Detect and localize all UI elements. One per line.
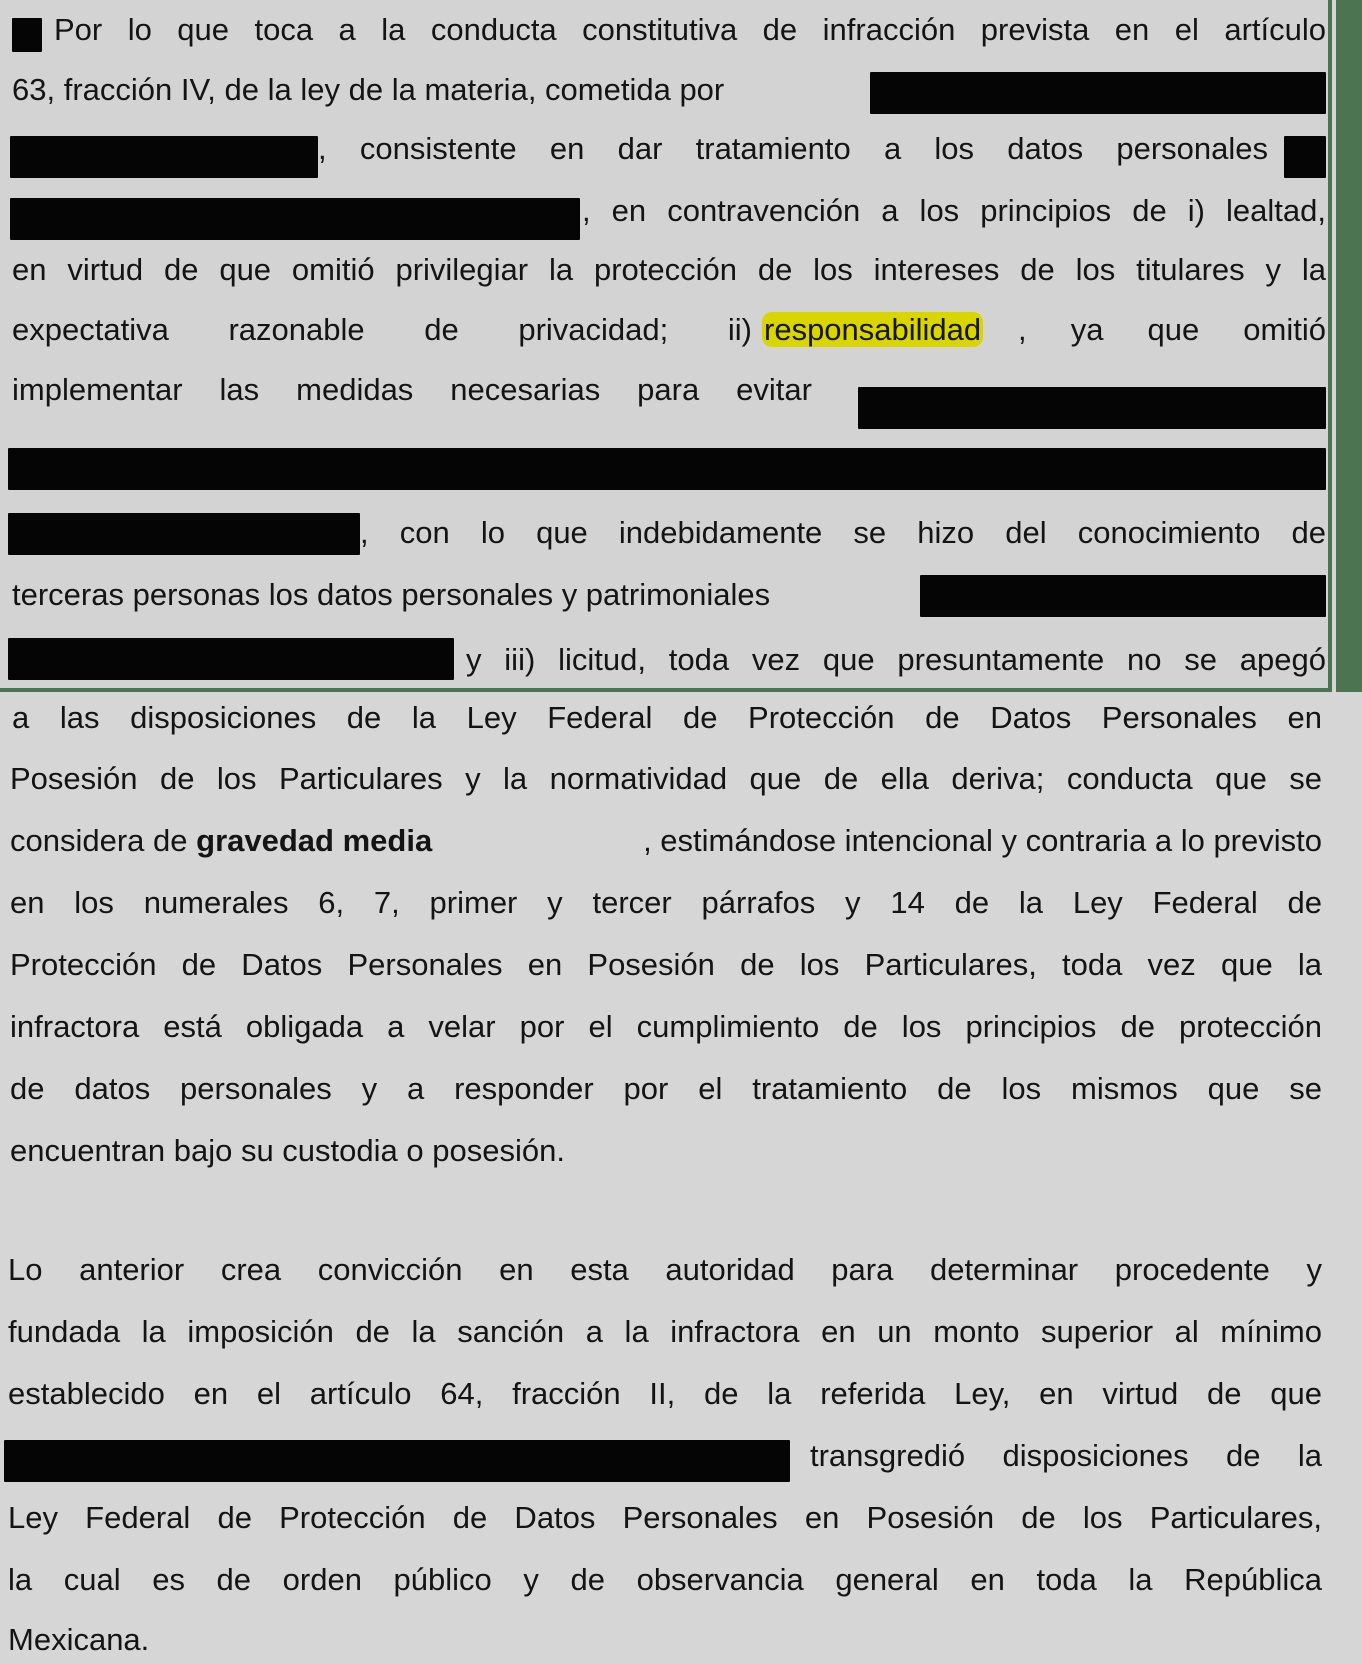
redaction-block bbox=[870, 72, 1326, 114]
text-line: , consistente en dar tratamiento a los datos personales bbox=[318, 131, 1268, 166]
text-segment: , estimándose intencional y contraria a lo previsto bbox=[643, 823, 1322, 858]
text-segment: considera de gravedad media bbox=[10, 823, 433, 858]
text-line: establecido en el artículo 64, fracción II, de la referida Ley, en virtud de que bbox=[8, 1376, 1322, 1411]
redaction-block bbox=[10, 136, 318, 178]
text-line: Ley Federal de Protección de Datos Personales en Posesión de los Particulares, bbox=[8, 1500, 1322, 1535]
text-line: encuentran bajo su custodia o posesión. bbox=[10, 1133, 565, 1168]
bold-gravedad-media: gravedad media bbox=[196, 823, 433, 858]
text-line: Posesión de los Particulares y la normatividad que de ella deriva; conducta que se bbox=[10, 761, 1322, 796]
text-line bbox=[10, 821, 1322, 861]
redaction-block bbox=[10, 198, 580, 240]
text-line: Por lo que toca a la conducta constitutiva de infracción prevista en el artículo bbox=[54, 12, 1326, 47]
highlight-responsabilidad: responsabilidad bbox=[764, 312, 982, 347]
text-line: 63, fracción IV, de la ley de la materia, cometida por bbox=[12, 72, 725, 107]
redaction-block bbox=[12, 18, 42, 52]
text-line: , en contravención a los principios de i) lealtad, bbox=[582, 193, 1326, 228]
text-line: transgredió disposiciones de la bbox=[810, 1438, 1322, 1473]
text-line: expectativa razonable de privacidad; ii) bbox=[12, 312, 752, 347]
redaction-block bbox=[858, 387, 1326, 429]
text-line: fundada la imposición de la sanción a la infractora en un monto superior al mínimo bbox=[8, 1314, 1322, 1349]
text-line: infractora está obligada a velar por el cumplimiento de los principios de protección bbox=[10, 1009, 1322, 1044]
text-line: en virtud de que omitió privilegiar la protección de los intereses de los titulares y la bbox=[12, 252, 1326, 287]
redaction-block bbox=[8, 513, 360, 555]
frame-strip bbox=[1336, 0, 1362, 692]
text-line: , con lo que indebidamente se hizo del conocimiento de bbox=[360, 515, 1326, 550]
text-line: , ya que omitió bbox=[1018, 312, 1326, 347]
text-line: a las disposiciones de la Ley Federal de Protección de Datos Personales en bbox=[12, 700, 1322, 735]
redaction-block bbox=[920, 575, 1326, 617]
text-line: terceras personas los datos personales y patrimoniales bbox=[12, 577, 771, 612]
text-line: de datos personales y a responder por el tratamiento de los mismos que se bbox=[10, 1071, 1322, 1106]
text-line: en los numerales 6, 7, primer y tercer párrafos y 14 de la Ley Federal de bbox=[10, 885, 1322, 920]
text-line: implementar las medidas necesarias para evitar bbox=[12, 372, 812, 407]
text-line: Mexicana. bbox=[8, 1622, 150, 1657]
text-line: la cual es de orden público y de observancia general en toda la República bbox=[8, 1562, 1322, 1597]
text-line: Protección de Datos Personales en Posesión de los Particulares, toda vez que la bbox=[10, 947, 1322, 982]
redaction-block bbox=[4, 1440, 790, 1482]
redaction-block bbox=[1284, 136, 1326, 178]
text-line: y iii) licitud, toda vez que presuntamente no se apegó bbox=[466, 642, 1326, 677]
redaction-block bbox=[8, 448, 1326, 490]
highlighted-text bbox=[762, 310, 983, 350]
text-line: Lo anterior crea convicción en esta autoridad para determinar procedente y bbox=[8, 1252, 1322, 1287]
redaction-block bbox=[8, 638, 454, 680]
